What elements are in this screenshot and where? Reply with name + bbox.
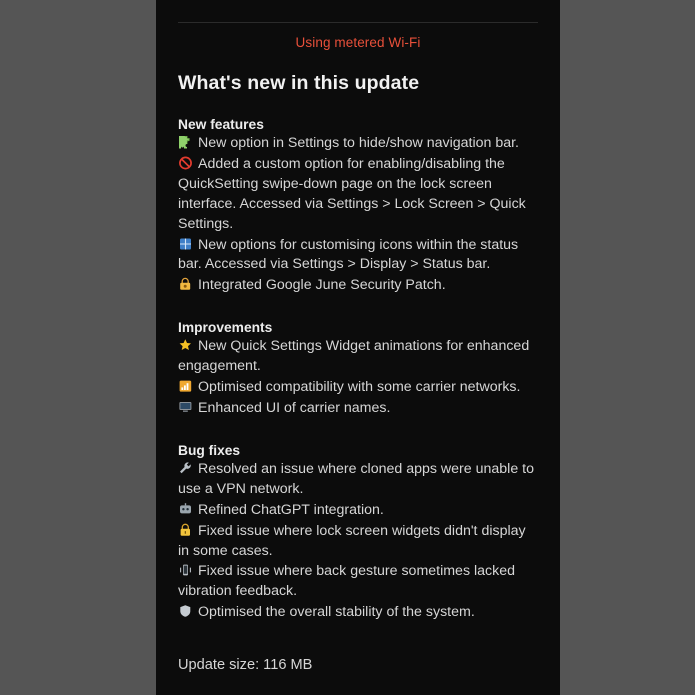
update-notes-panel bbox=[156, 0, 560, 695]
robot-icon bbox=[178, 502, 195, 516]
list-item-text: Refined ChatGPT integration. bbox=[198, 501, 384, 518]
list-item-text: Fixed issue where back gesture sometimes lacked vibration feedback. bbox=[178, 563, 515, 600]
list-item-text: New options for customising icons within the status bar. Accessed via Settings > Display > Status bar. bbox=[178, 236, 519, 273]
lock-icon bbox=[178, 523, 195, 537]
grid-icon bbox=[178, 237, 195, 251]
list-item bbox=[178, 276, 538, 296]
list-item bbox=[178, 522, 538, 562]
section-heading-improvements: Improvements bbox=[178, 320, 273, 336]
list-item-text: Added a custom option for enabling/disabling the QuickSetting swipe-down page on the lock screen interface. Accessed via Settings > Lock Screen > Quick Settings. bbox=[178, 155, 526, 232]
list-item-text: Optimised the overall stability of the system. bbox=[198, 604, 475, 621]
puzzle-piece-icon bbox=[178, 135, 195, 149]
mobile-vibrate-icon bbox=[178, 563, 195, 577]
list-item bbox=[178, 236, 538, 276]
section-heading-bug-fixes: Bug fixes bbox=[178, 442, 241, 458]
signal-bars-icon bbox=[178, 379, 195, 393]
list-item-text: Fixed issue where lock screen widgets didn't display in some cases. bbox=[178, 522, 526, 559]
list-item bbox=[178, 562, 538, 602]
list-item bbox=[178, 134, 538, 154]
list-item bbox=[178, 399, 538, 419]
list-item bbox=[178, 603, 538, 623]
phone-screen bbox=[156, 0, 560, 695]
metered-wifi-notice: Using metered Wi-Fi bbox=[295, 35, 421, 50]
prohibited-icon bbox=[178, 156, 195, 170]
locked-with-key-icon bbox=[178, 277, 195, 291]
list-item bbox=[178, 337, 538, 377]
list-item bbox=[178, 460, 538, 500]
list-item bbox=[178, 155, 538, 235]
top-spacer bbox=[178, 0, 538, 10]
star-icon bbox=[178, 338, 195, 352]
list-item bbox=[178, 501, 538, 521]
section-heading-new-features: New features bbox=[178, 117, 264, 132]
desktop-computer-icon bbox=[178, 400, 195, 414]
top-divider bbox=[178, 22, 538, 23]
list-item-text: Optimised compatibility with some carrier networks. bbox=[198, 379, 521, 396]
shield-icon bbox=[178, 604, 195, 618]
list-item-text: New Quick Settings Widget animations for enhanced engagement. bbox=[178, 338, 530, 375]
list-item-text: Integrated Google June Security Patch. bbox=[198, 277, 446, 294]
page-title: What's new in this update bbox=[178, 72, 420, 94]
list-item-text: New option in Settings to hide/show navigation bar. bbox=[198, 135, 519, 151]
wrench-icon bbox=[178, 461, 195, 475]
list-item-text: Enhanced UI of carrier names. bbox=[198, 399, 391, 416]
list-item bbox=[178, 378, 538, 398]
list-item-text: Resolved an issue where cloned apps were unable to use a VPN network. bbox=[178, 460, 534, 497]
update-size-label: Update size: 116 MB bbox=[178, 657, 313, 674]
